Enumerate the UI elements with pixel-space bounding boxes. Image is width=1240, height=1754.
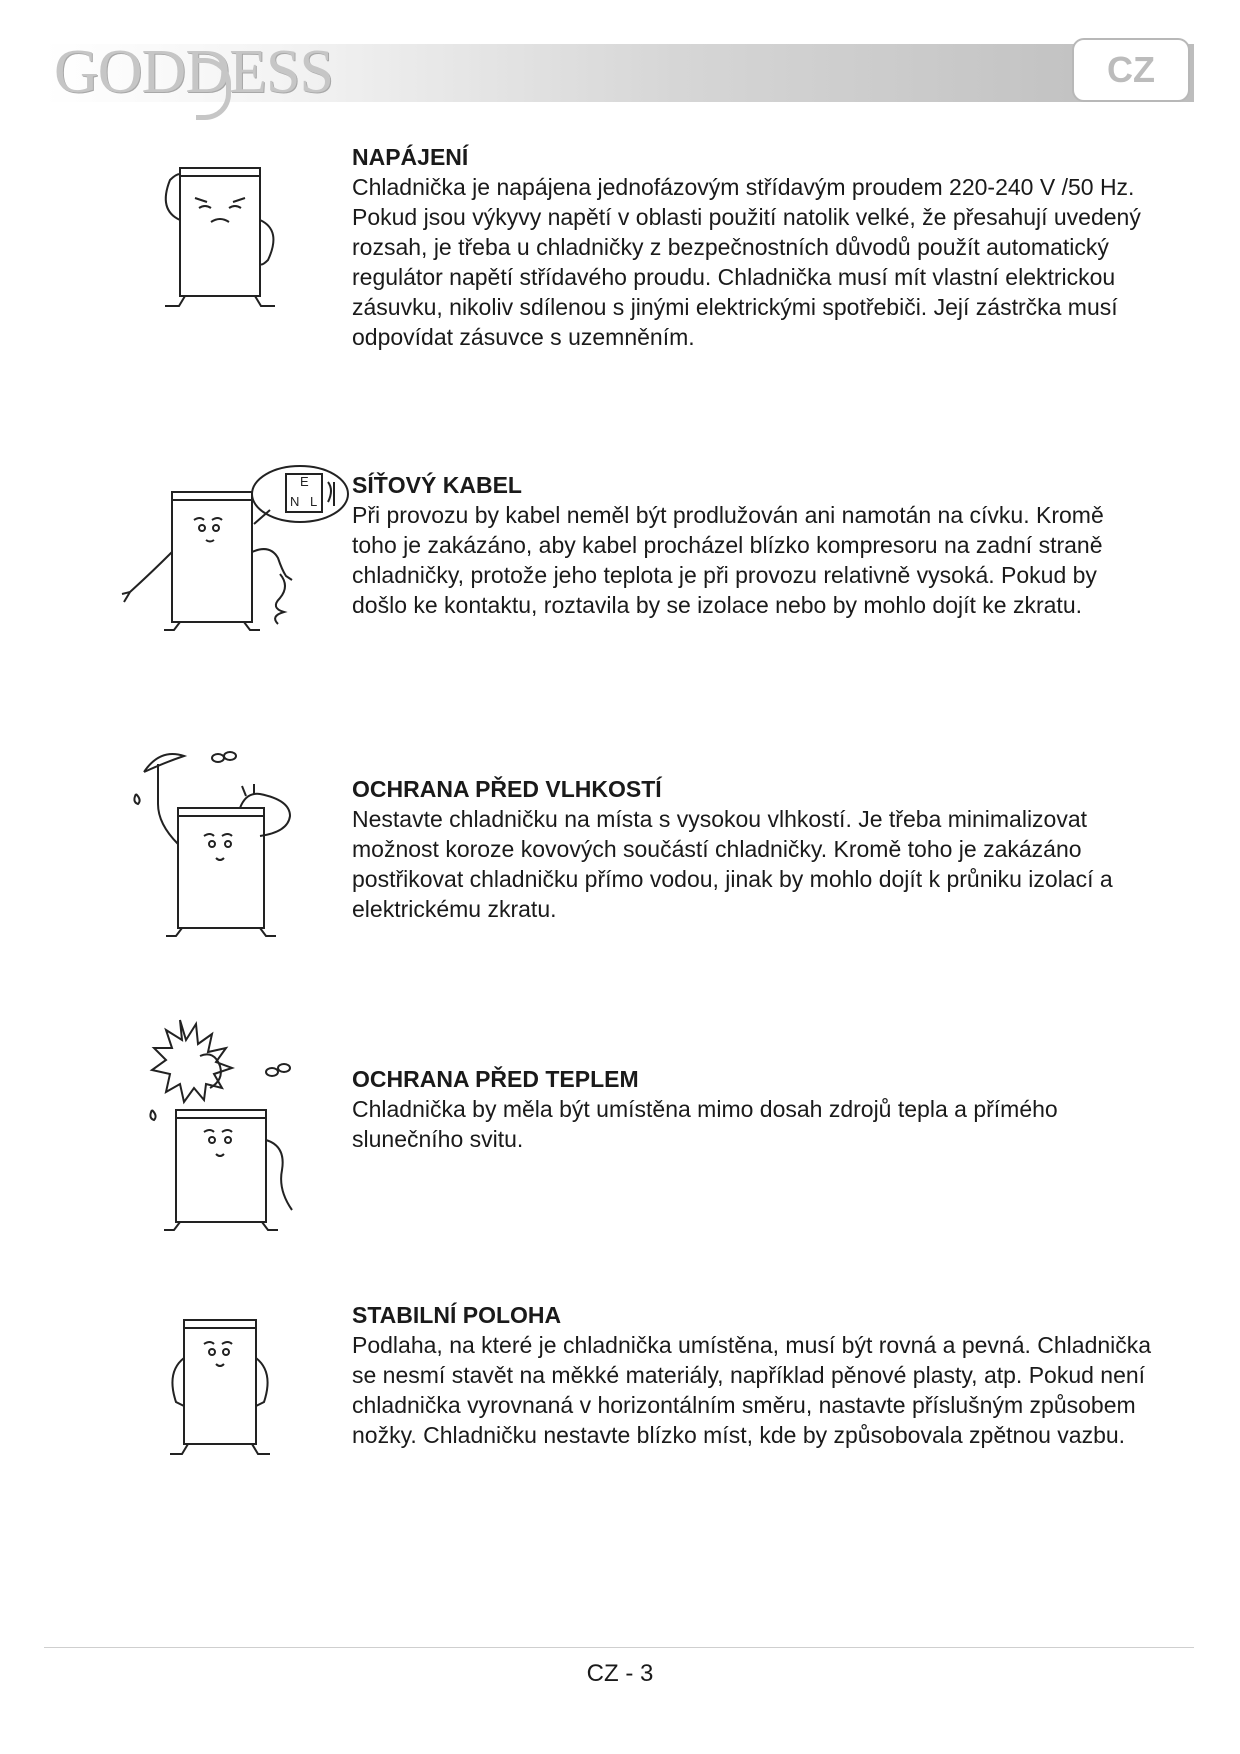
section-heading: NAPÁJENÍ [352,144,469,170]
fridge-stable-illustration [160,1312,280,1462]
section-body: Chladnička by měla být umístěna mimo dosah zdrojů tepla a přímého slunečního svitu. [352,1096,1058,1152]
plug-label-n: N [290,494,300,509]
fridge-cable-illustration [120,462,350,632]
section-body: Nestavte chladničku na místa s vysokou vlhkostí. Je třeba minimalizovat možnost koroze kovových součástí chladničky. Kromě toho je zakázáno postřikovat chladničku přímo vodou, jinak by mohlo dojít k průniku izolací a elektrickému zkratu. [352,806,1113,922]
plug-label-l: L [310,494,318,509]
section-stable-position [352,1300,1152,1450]
section-heading: OCHRANA PŘED TEPLEM [352,1066,639,1092]
section-power-supply [352,142,1152,352]
fridge-moisture-illustration [130,738,310,938]
fridge-heat-illustration [140,1010,310,1235]
section-heading: STABILNÍ POLOHA [352,1302,562,1328]
fridge-angry-illustration [155,160,285,310]
section-power-cable [352,470,1152,620]
language-badge: CZ [1072,38,1190,102]
section-body: Chladnička je napájena jednofázovým střídavým proudem 220-240 V /50 Hz. Pokud jsou výkyvy napětí v oblasti použití natolik velké, že přesahují uvedený rozsah, je třeba u chladničky z bezpečnostních důvodů použít automatický regulátor napětí střídavého proudu. Chladnička musí mít vlastní elektrickou zásuvku, nikoliv sdílenou s jinými elektrickými spotřebiči. Její zástrčka musí odpovídat zásuvce s uzemněním. [352,174,1141,350]
footer-divider [44,1647,1194,1648]
page-number: CZ - 3 [586,1660,654,1687]
section-moisture-protection [352,774,1152,924]
section-body: Podlaha, na které je chladnička umístěna, musí být rovná a pevná. Chladnička se nesmí stavět na měkké materiály, například pěnové plasty, atp. Pokud není chladnička vyrovnaná v horizontálním směru, nastavte příslušným způsobem nožky. Chladničku nestavte blízko míst, kde by způsobovala zpětnou vazbu. [352,1332,1152,1448]
plug-label-e: E [300,474,309,489]
brand-logo: GODDESS [54,38,333,106]
section-heading: SÍŤOVÝ KABEL [352,472,522,498]
section-heading: OCHRANA PŘED VLHKOSTÍ [352,776,662,802]
section-body: Při provozu by kabel neměl být prodlužován ani namotán na cívku. Kromě toho je zakázáno, aby kabel procházel blízko kompresoru na zadní straně chladničky, protože jeho teplota je při provozu relativně vysoká. Pokud by došlo ke kontaktu, roztavila by se izolace nebo by mohlo dojít ke zkratu. [352,502,1104,618]
section-heat-protection [352,1064,1152,1154]
